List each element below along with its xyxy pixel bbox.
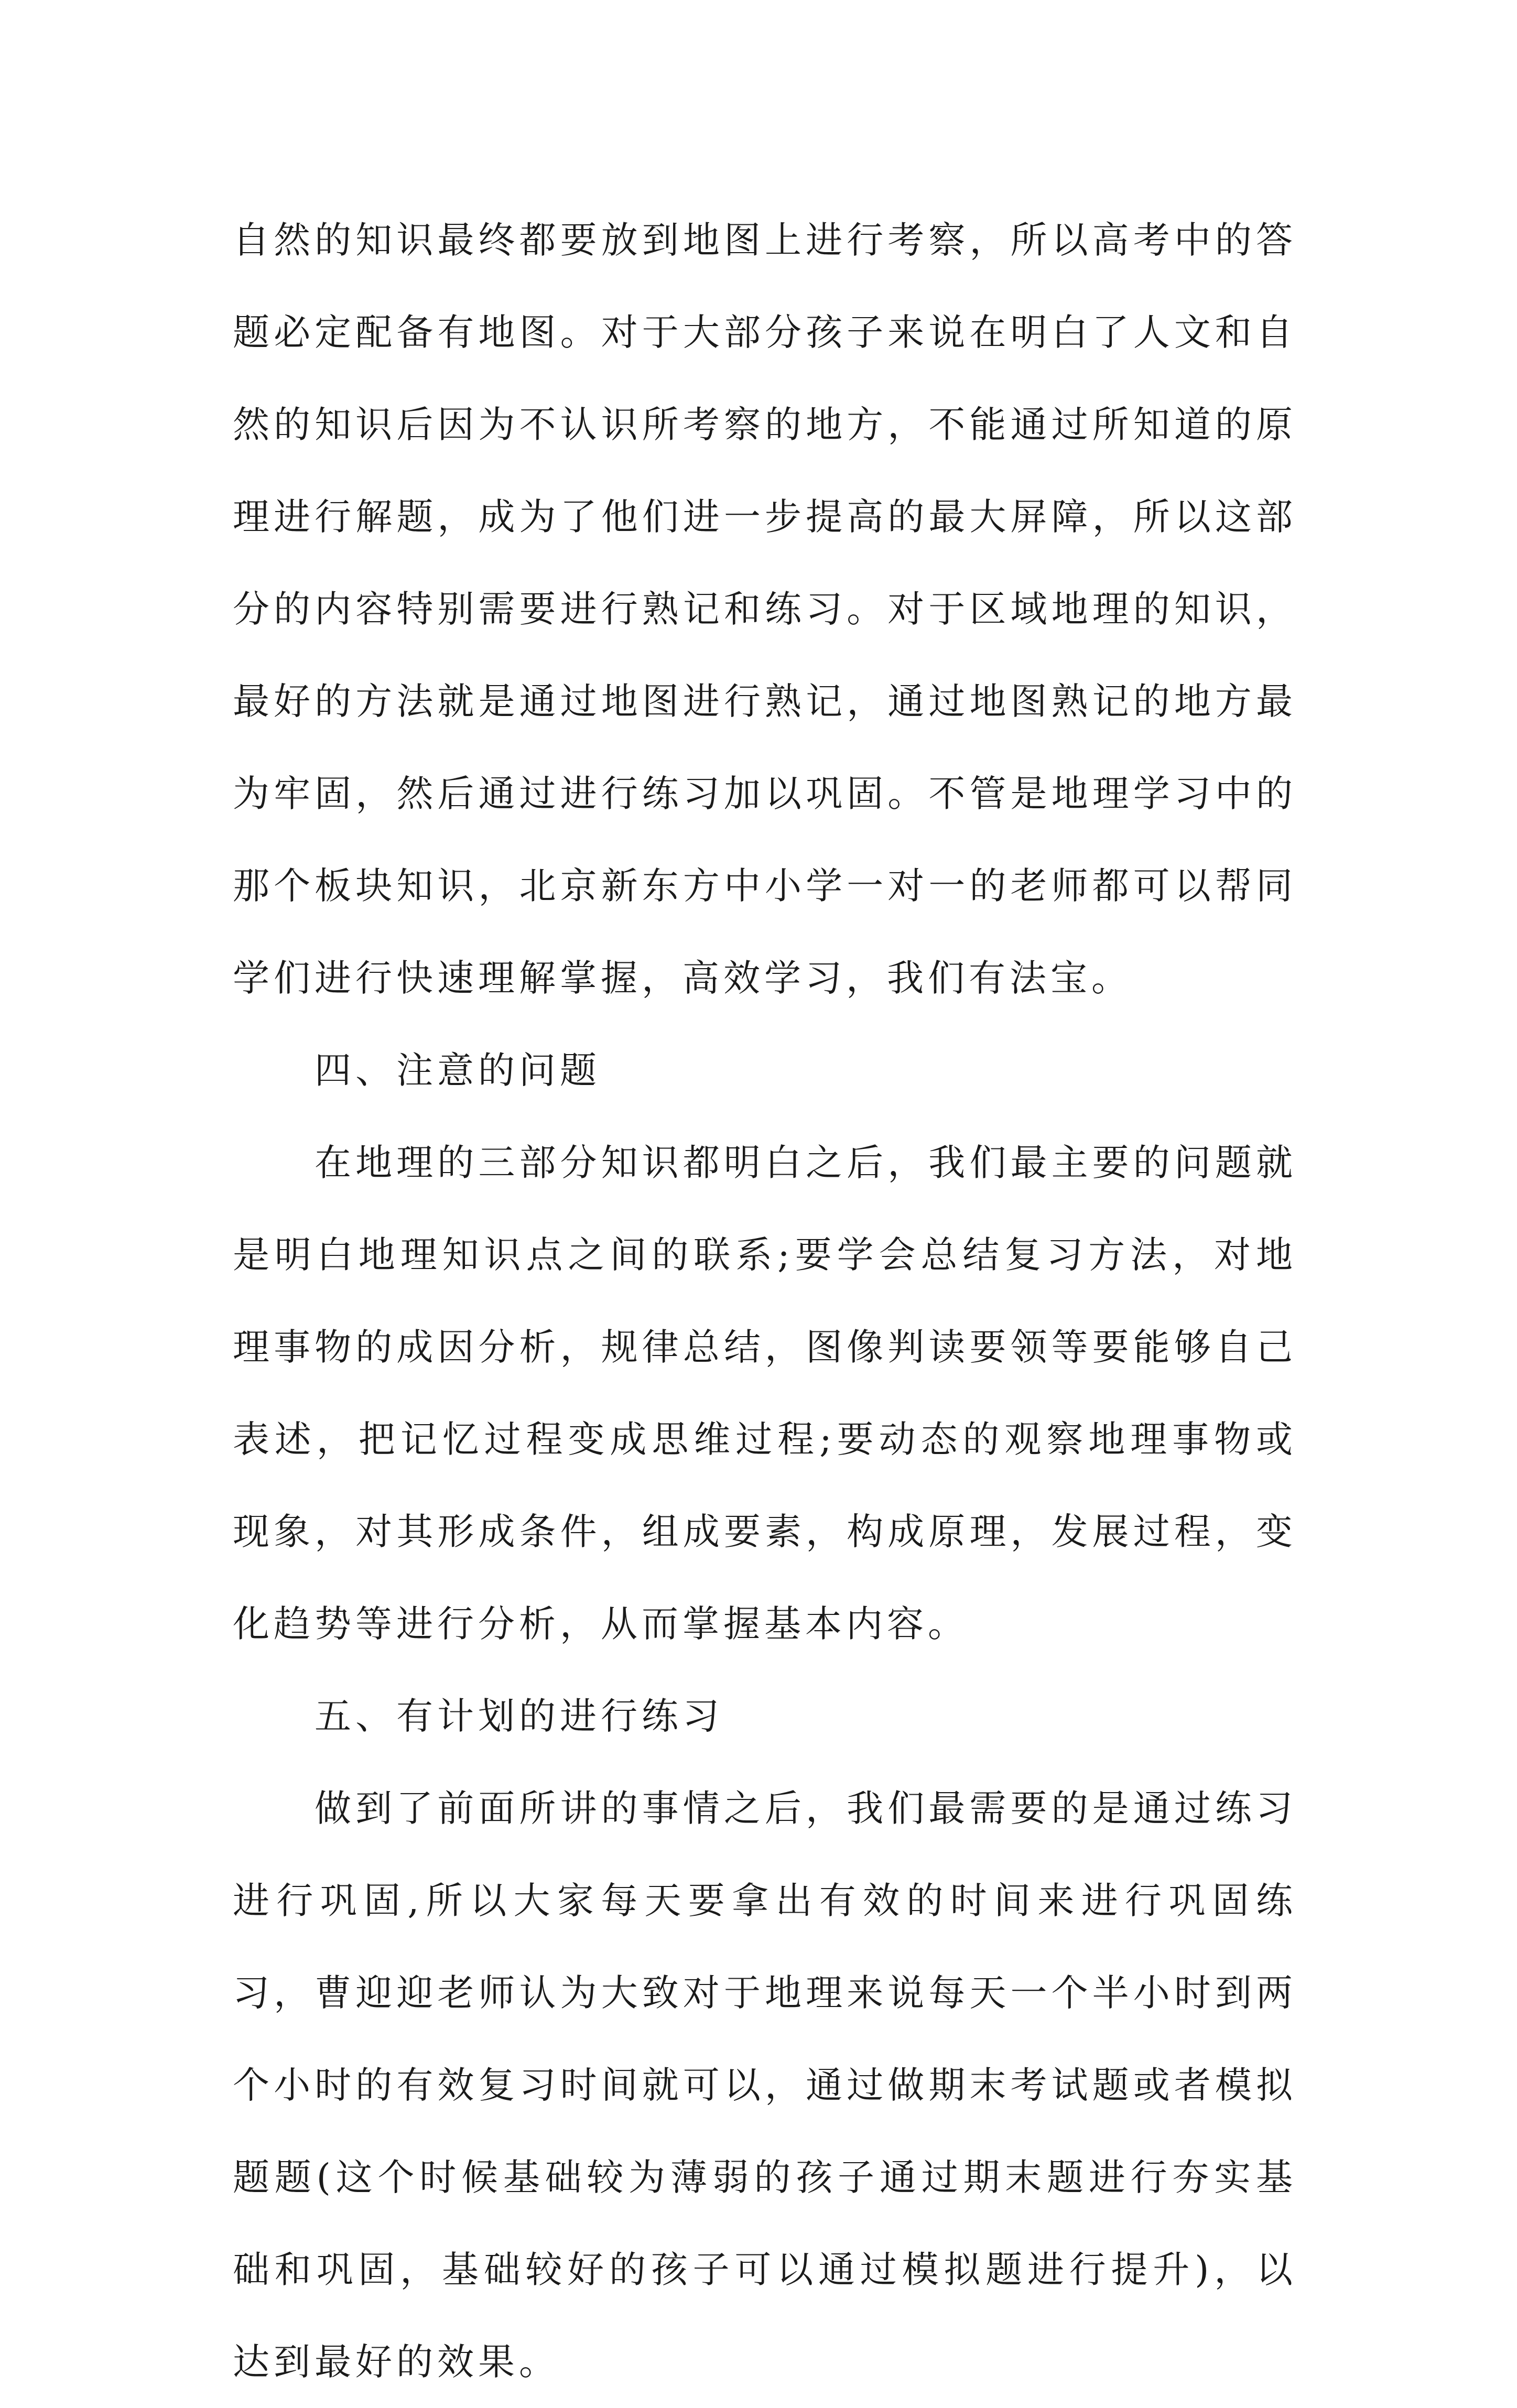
document-body [233, 194, 1297, 2408]
paragraph-continuation: 自然的知识最终都要放到地图上进行考察，所以高考中的答题必定配备有地图。对于大部分孩子来说在明白了人文和自然的知识后因为不认识所考察的地方，不能通过所知道的原理进行解题，成为了他们进一步提高的最大屏障，所以这部分的内容特别需要进行熟记和练习。对于区域地理的知识，最好的方法就是通过地图进行熟记，通过地图熟记的地方最为牢固，然后通过进行练习加以巩固。不管是地理学习中的那个板块知识，北京新东方中小学一对一的老师都可以帮同学们进行快速理解掌握，高效学习，我们有法宝。 [233, 219, 1297, 1000]
paragraph-practice: 做到了前面所讲的事情之后，我们最需要的是通过练习进行巩固,所以大家每天要拿出有效的时间来进行巩固练习，曹迎迎老师认为大致对于地理来说每天一个半小时到两个小时的有效复习时间就可以，通过做期末考试题或者模拟题题(这个时候基础较为薄弱的孩子通过期末题进行夯实基础和巩固，基础较好的孩子可以通过模拟题进行提升)，以达到最好的效果。 [233, 1787, 1297, 2383]
section-heading-5: 五、有计划的进行练习 [315, 1695, 723, 1738]
section-heading-4: 四、注意的问题 [315, 1049, 601, 1092]
paragraph-notes: 在地理的三部分知识都明白之后，我们最主要的问题就是明白地理知识点之间的联系;要学会总结复习方法，对地理事物的成因分析，规律总结，图像判读要领等要能够自己表述，把记忆过程变成思维过程;要动态的观察地理事物或现象，对其形成条件，组成要素，构成原理，发展过程，变化趋势等进行分析，从而掌握基本内容。 [233, 1141, 1297, 1645]
